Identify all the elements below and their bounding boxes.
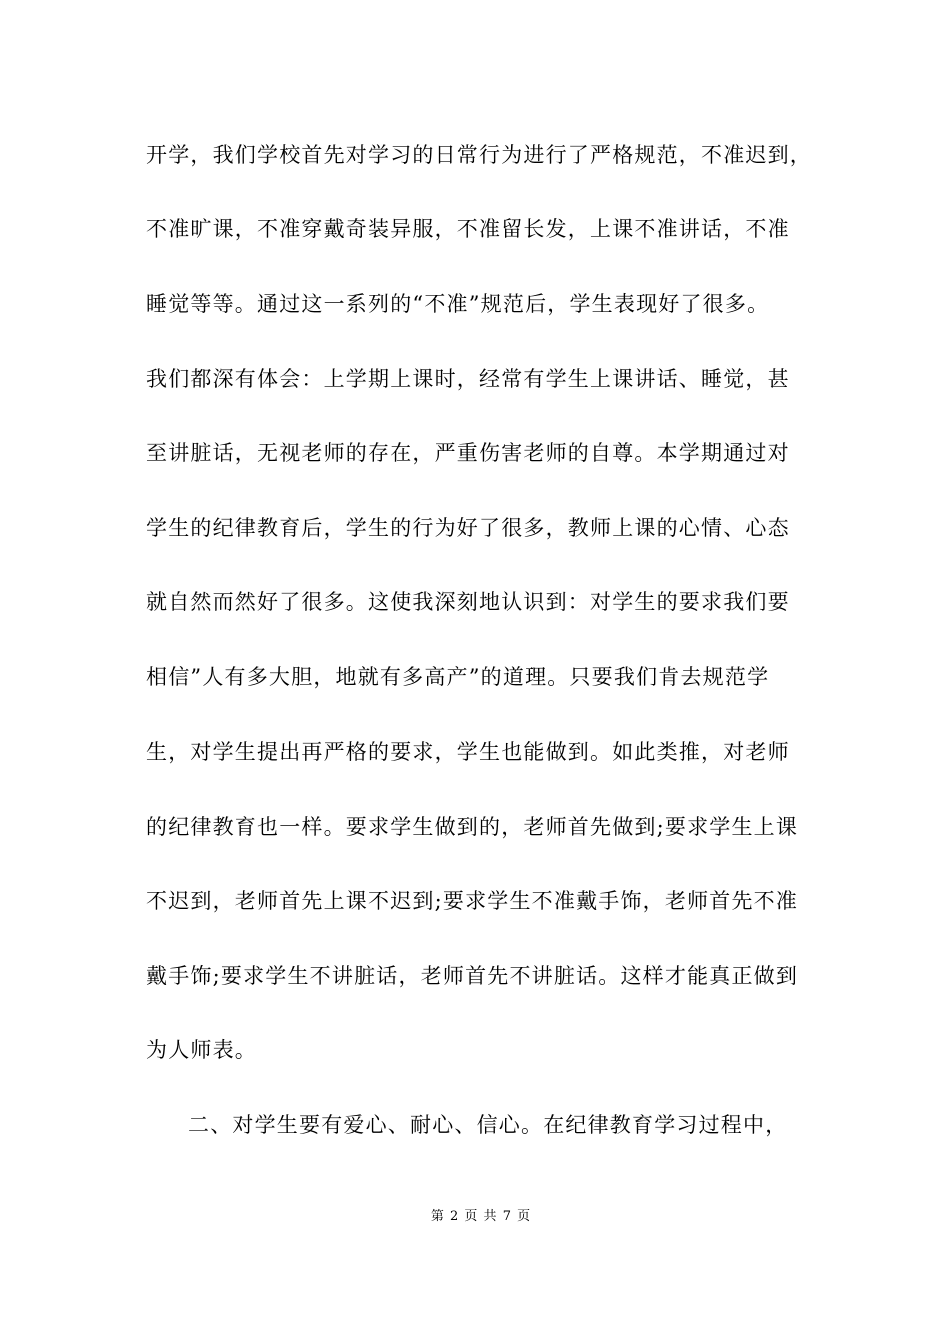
body-text-line: 为人师表。 [146,1038,257,1062]
body-text-line: 戴手饰;要求学生不讲脏话，老师首先不讲脏话。这样才能真正做到 [146,964,799,988]
body-text-line: 不准旷课，不准穿戴奇装异服，不准留长发，上课不准讲话，不准 [146,217,790,241]
body-text-line: 学生的纪律教育后，学生的行为好了很多，教师上课的心情、心态 [146,516,790,540]
body-text-line: 开学，我们学校首先对学习的日常行为进行了严格规范，不准迟到， [146,143,812,167]
body-text-line: 睡觉等等。通过这一系列的“不准”规范后，学生表现好了很多。 [146,292,770,316]
body-text-line: 的纪律教育也一样。要求学生做到的，老师首先做到;要求学生上课 [146,815,799,839]
section-heading-line: 二、对学生要有爱心、耐心、信心。在纪律教育学习过程中， [188,1113,788,1137]
body-text-line: 生，对学生提出再严格的要求，学生也能做到。如此类推，对老师 [146,740,790,764]
body-text-line: 不迟到，老师首先上课不迟到;要求学生不准戴手饰，老师首先不准 [146,889,799,913]
body-text-line: 我们都深有体会：上学期上课时，经常有学生上课讲话、睡觉，甚 [146,367,790,391]
page-number-footer: 第 2 页 共 7 页 [430,1209,532,1224]
body-text-line: 相信”人有多大胆，地就有多高产”的道理。只要我们肯去规范学 [146,665,770,689]
body-text-line: 就自然而然好了很多。这使我深刻地认识到：对学生的要求我们要 [146,590,790,614]
body-text-line: 至讲脏话，无视老师的存在，严重伤害老师的自尊。本学期通过对 [146,441,790,465]
